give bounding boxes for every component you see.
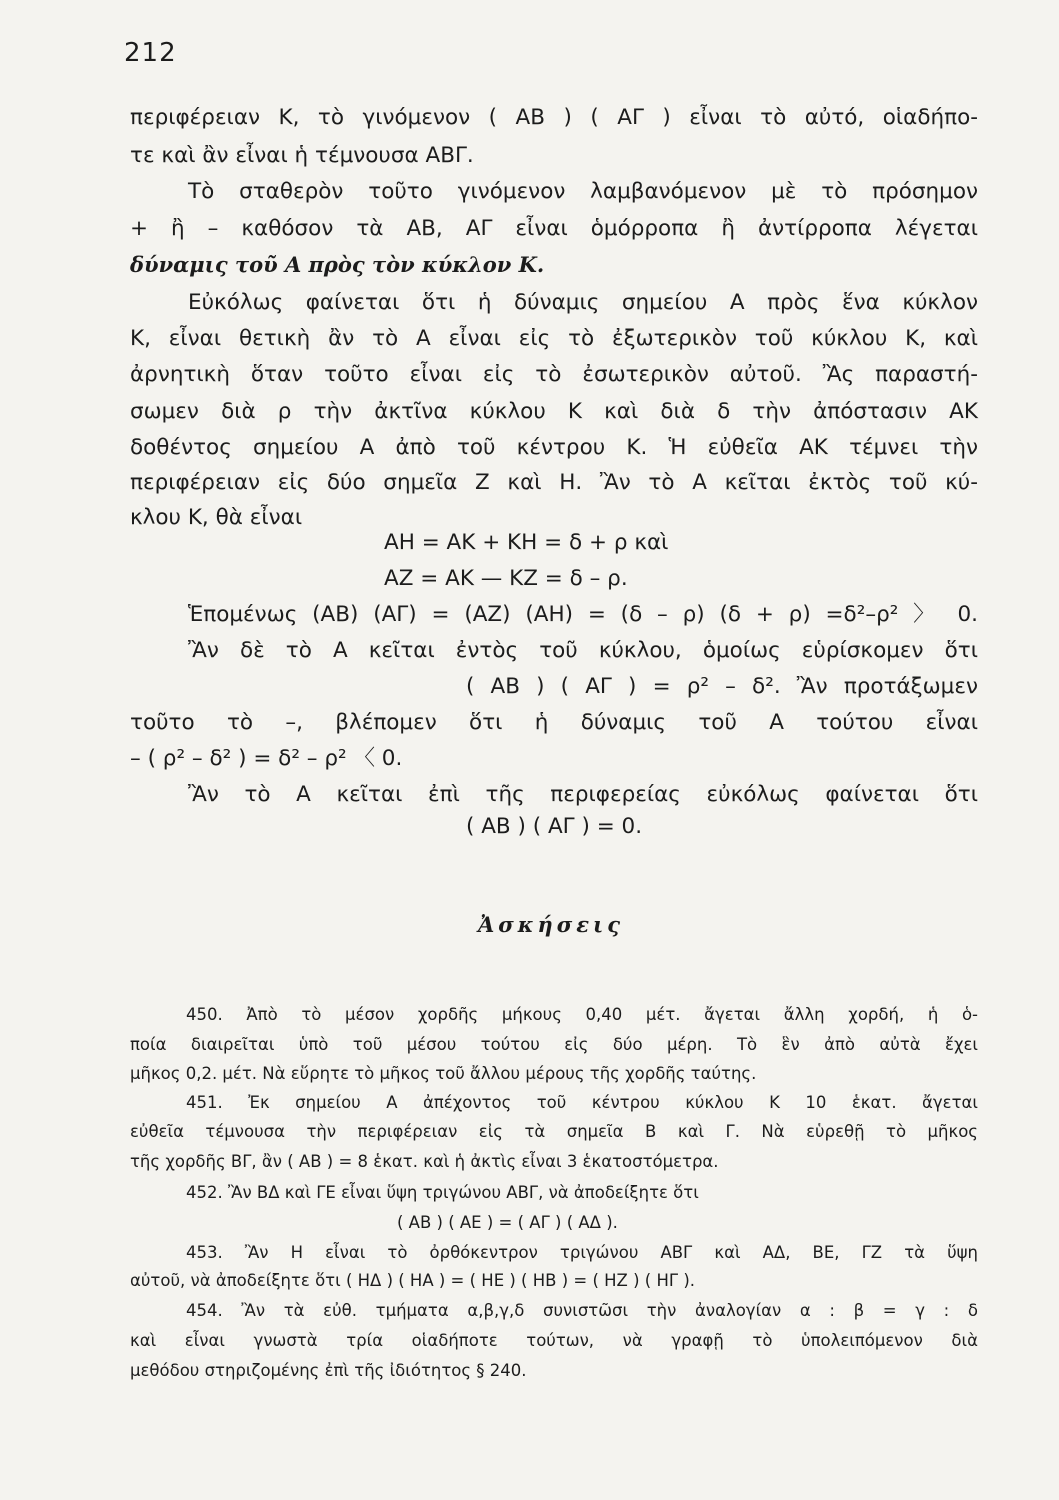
- exercise-line: εὐθεῖα τέμνουσα τὴν περιφέρειαν εἰς τὰ σημεῖα Β καὶ Γ. Νὰ εὑρεθῇ τὸ μῆκος: [130, 1122, 978, 1141]
- exercise-line: 453. Ἂν Η εἶναι τὸ ὀρθόκεντρον τριγώνου ΑΒΓ καὶ ΑΔ, ΒΕ, ΓΖ τὰ ὕψη: [186, 1243, 978, 1262]
- exercise-line: ποία διαιρεῖται ὑπὸ τοῦ μέσου τούτου εἰς δύο μέρη. Τὸ ἓν ἀπὸ αὐτὰ ἔχει: [130, 1035, 978, 1054]
- exercise-line: τῆς χορδῆς ΒΓ, ἂν ( ΑΒ ) = 8 ἑκατ. καὶ ἡ ἀκτὶς εἶναι 3 ἑκατοστόμετρα.: [130, 1152, 719, 1171]
- text-line: Κ, εἶναι θετικὴ ἂν τὸ Α εἶναι εἰς τὸ ἐξωτερικὸν τοῦ κύκλου Κ, καὶ: [130, 326, 978, 351]
- text-line: + ἢ – καθόσον τὰ ΑΒ, ΑΓ εἶναι ὁμόρροπα ἢ ἀντίρροπα λέγεται: [130, 216, 978, 241]
- exercise-line: 451. Ἐκ σημείου Α ἀπέχοντος τοῦ κέντρου κύκλου Κ 10 ἑκατ. ἄγεται: [186, 1093, 978, 1112]
- exercise-line: ( ΑΒ ) ( ΑΕ ) = ( ΑΓ ) ( ΑΔ ).: [397, 1213, 618, 1232]
- text-line: κλου Κ, θὰ εἶναι: [130, 505, 303, 530]
- equation-line: ΑΗ = ΑΚ + ΚΗ = δ + ρ καὶ: [384, 530, 669, 555]
- text-line: τοῦτο τὸ –, βλέπομεν ὅτι ἡ δύναμις τοῦ Α τούτου εἶναι: [130, 710, 978, 735]
- exercise-line: μεθόδου στηριζομένης ἐπὶ τῆς ἰδιότητος § 240.: [130, 1361, 527, 1380]
- exercise-line: αὐτοῦ, νὰ ἀποδείξητε ὅτι ( ΗΔ ) ( ΗΑ ) = ( ΗΕ ) ( ΗΒ ) = ( ΗΖ ) ( ΗΓ ).: [130, 1271, 695, 1290]
- text-line: περιφέρειαν εἰς δύο σημεῖα Ζ καὶ Η. Ἂν τὸ Α κεῖται ἐκτὸς τοῦ κύ-: [130, 470, 978, 495]
- text-line: Εὐκόλως φαίνεται ὅτι ἡ δύναμις σημείου Α πρὸς ἕνα κύκλον: [188, 290, 978, 315]
- page-number: 212: [124, 38, 177, 68]
- equation-line: ΑΖ = ΑΚ — ΚΖ = δ – ρ.: [384, 566, 628, 591]
- text-line: σωμεν διὰ ρ τὴν ἀκτῖνα κύκλου Κ καὶ διὰ δ τὴν ἀπόστασιν ΑΚ: [130, 399, 978, 424]
- text-line: Ἂν δὲ τὸ Α κεῖται ἐντὸς τοῦ κύκλου, ὁμοίως εὑρίσκομεν ὅτι: [188, 638, 978, 663]
- text-line: περιφέρειαν Κ, τὸ γινόμενον ( ΑΒ ) ( ΑΓ ) εἶναι τὸ αὐτό, οἱαδήπο-: [130, 105, 978, 130]
- definition-term: δύναμις τοῦ Α πρὸς τὸν κύκλον Κ.: [130, 252, 545, 277]
- exercise-line: 450. Ἀπὸ τὸ μέσον χορδῆς μήκους 0,40 μέτ. ἄγεται ἄλλη χορδή, ἡ ὁ-: [186, 1005, 978, 1024]
- exercise-line: καὶ εἶναι γνωστὰ τρία οἱαδήποτε τούτων, νὰ γραφῇ τὸ ὑπολειπόμενον διὰ: [130, 1331, 978, 1350]
- equation-line: ( ΑΒ ) ( ΑΓ ) = ρ² – δ². Ἂν προτάξωμεν: [466, 674, 978, 699]
- exercise-line: 454. Ἂν τὰ εὐθ. τμήματα α,β,γ,δ συνιστῶσι τὴν ἀναλογίαν α : β = γ : δ: [186, 1301, 978, 1320]
- exercise-line: 452. Ἂν ΒΔ καὶ ΓΕ εἶναι ὕψη τριγώνου ΑΒΓ, νὰ ἀποδείξητε ὅτι: [186, 1183, 699, 1202]
- text-line: δοθέντος σημείου Α ἀπὸ τοῦ κέντρου Κ. Ἡ εὐθεῖα ΑΚ τέμνει τὴν: [130, 435, 978, 460]
- section-heading: Ἀσκήσεις: [478, 912, 624, 937]
- text-line: Τὸ σταθερὸν τοῦτο γινόμενον λαμβανόμενον μὲ τὸ πρόσημον: [188, 179, 978, 204]
- equation-line: – ( ρ² – δ² ) = δ² – ρ² 〈 0.: [130, 746, 403, 771]
- text-line: Ἂν τὸ Α κεῖται ἐπὶ τῆς περιφερείας εὐκόλως φαίνεται ὅτι: [188, 782, 978, 807]
- equation-line: ( ΑΒ ) ( ΑΓ ) = 0.: [466, 814, 643, 839]
- text-line: ἀρνητικὴ ὅταν τοῦτο εἶναι εἰς τὸ ἐσωτερικὸν αὐτοῦ. Ἂς παραστή-: [130, 362, 978, 387]
- exercise-line: μῆκος 0,2. μέτ. Νὰ εὕρητε τὸ μῆκος τοῦ ἄλλου μέρους τῆς χορδῆς ταύτης.: [130, 1064, 757, 1083]
- text-line: Ἑπομένως (ΑΒ) (ΑΓ) = (ΑΖ) (ΑΗ) = (δ – ρ) (δ + ρ) =δ²–ρ² 〉 0.: [188, 602, 978, 627]
- text-line: τε καὶ ἂν εἶναι ἡ τέμνουσα ΑΒΓ.: [130, 143, 474, 168]
